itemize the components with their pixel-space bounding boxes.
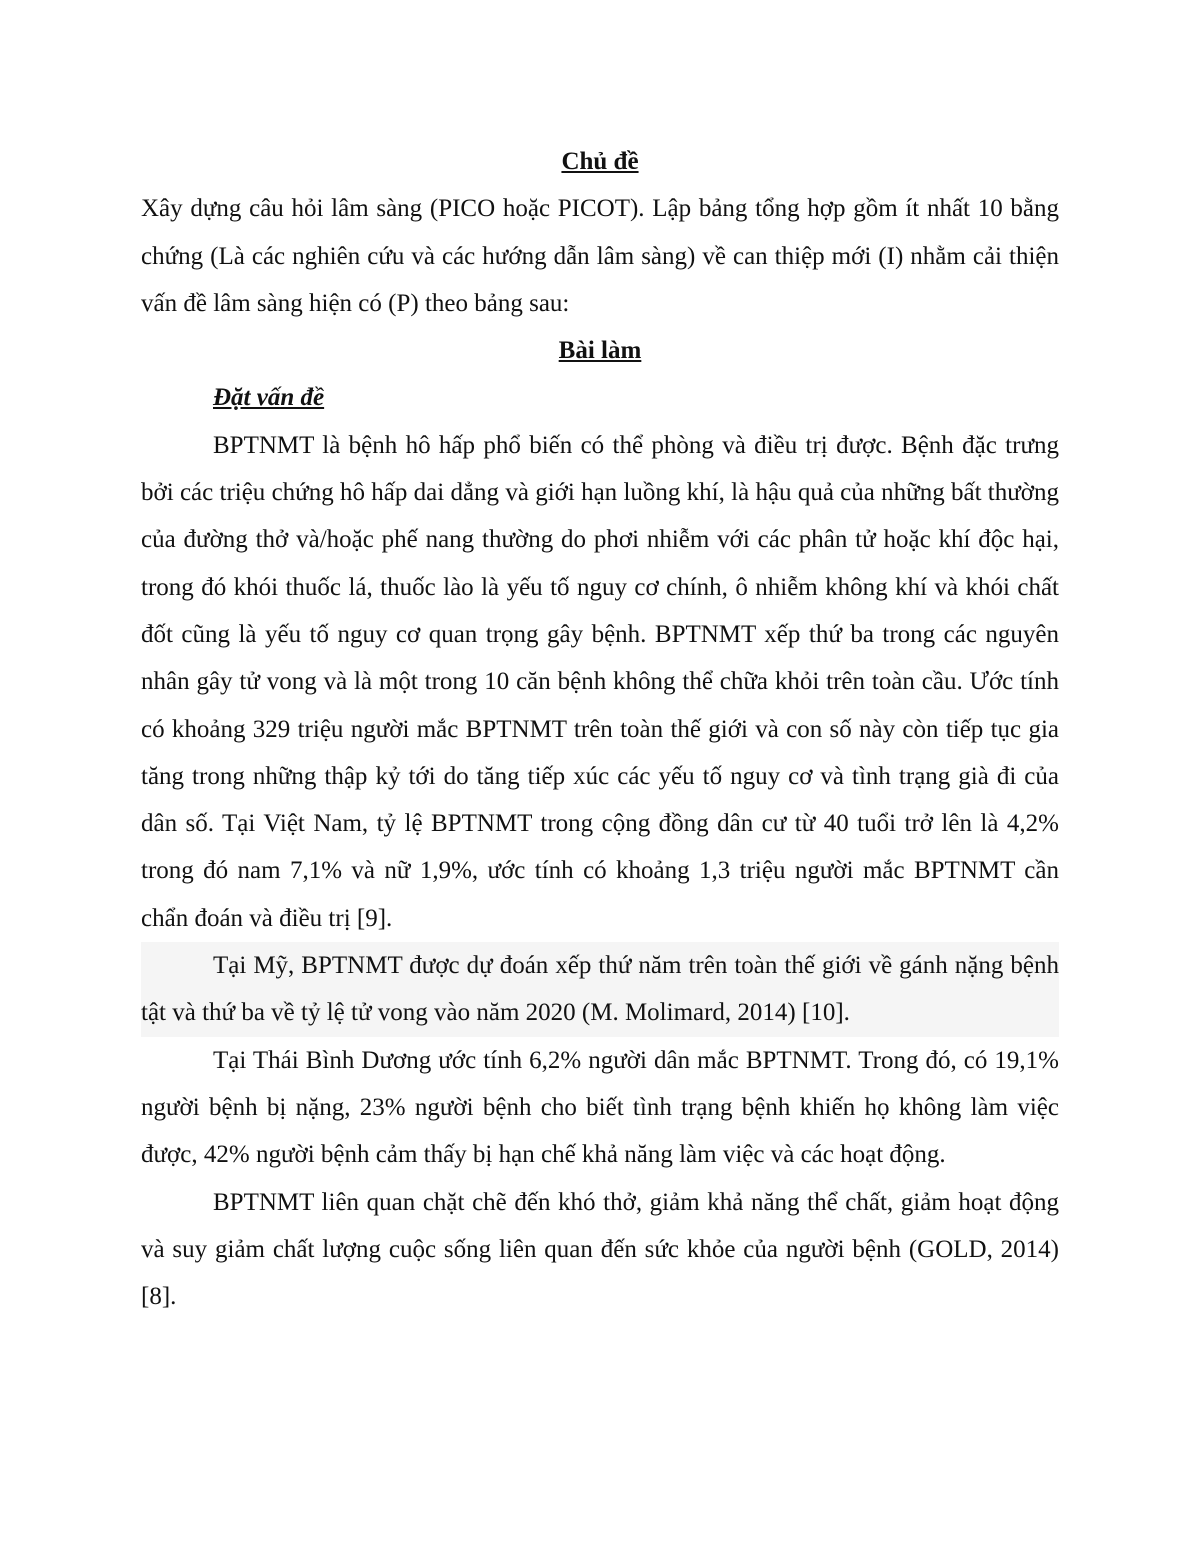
- paragraph-2: Tại Mỹ, BPTNMT được dự đoán xếp thứ năm trên toàn thế giới về gánh nặng bệnh tật và thứ ba về tỷ lệ tử vong vào năm 2020 (M. Molimard, 2014) [10].: [141, 942, 1059, 1037]
- paragraph-4: BPTNMT liên quan chặt chẽ đến khó thở, giảm khả năng thể chất, giảm hoạt động và suy giảm chất lượng cuộc sống liên quan đến sức khỏe của người bệnh (GOLD, 2014) [8].: [141, 1188, 1059, 1311]
- topic-text: Xây dựng câu hỏi lâm sàng (PICO hoặc PICOT). Lập bảng tổng hợp gồm ít nhất 10 bằng chứng (Là các nghiên cứu và các hướng dẫn lâm sàng) về can thiệp mới (I) nhằm cải thiện vấn đề lâm sàng hiện có (P) theo bảng sau:: [141, 195, 1059, 317]
- answer-title: Bài làm: [558, 337, 642, 365]
- section-heading: Đặt vấn đề: [213, 384, 325, 412]
- paragraph-1: BPTNMT là bệnh hô hấp phổ biến có thể phòng và điều trị được. Bệnh đặc trưng bởi các triệu chứng hô hấp dai dẳng và giới hạn luồng khí, là hậu quả của những bất thường của đường thở và/hoặc phế nang thường do phơi nhiễm với các phân tử hoặc khí độc hại, trong đó khói thuốc lá, thuốc lào là yếu tố nguy cơ chính, ô nhiễm không khí và khói chất đốt cũng là yếu tố nguy cơ quan trọng gây bệnh. BPTNMT xếp thứ ba trong các nguyên nhân gây tử vong và là một trong 10 căn bệnh không thể chữa khỏi trên toàn cầu. Ước tính có khoảng 329 triệu người mắc BPTNMT trên toàn thế giới và con số này còn tiếp tục gia tăng trong những thập kỷ tới do tăng tiếp xúc các yếu tố nguy cơ và tình trạng già đi của dân số. Tại Việt Nam, tỷ lệ BPTNMT trong cộng đồng dân cư từ 40 tuổi trở lên là 4,2% trong đó nam 7,1% và nữ 1,9%, ước tính có khoảng 1,3 triệu người mắc BPTNMT cần chẩn đoán và điều trị [9].: [141, 431, 1059, 932]
- document-body: [141, 138, 1059, 1320]
- paragraph-3: Tại Thái Bình Dương ước tính 6,2% người dân mắc BPTNMT. Trong đó, có 19,1% người bệnh bị nặng, 23% người bệnh cho biết tình trạng bệnh khiến họ không làm việc được, 42% người bệnh cảm thấy bị hạn chế khả năng làm việc và các hoạt động.: [141, 1046, 1059, 1169]
- topic-title: Chủ đề: [561, 148, 639, 175]
